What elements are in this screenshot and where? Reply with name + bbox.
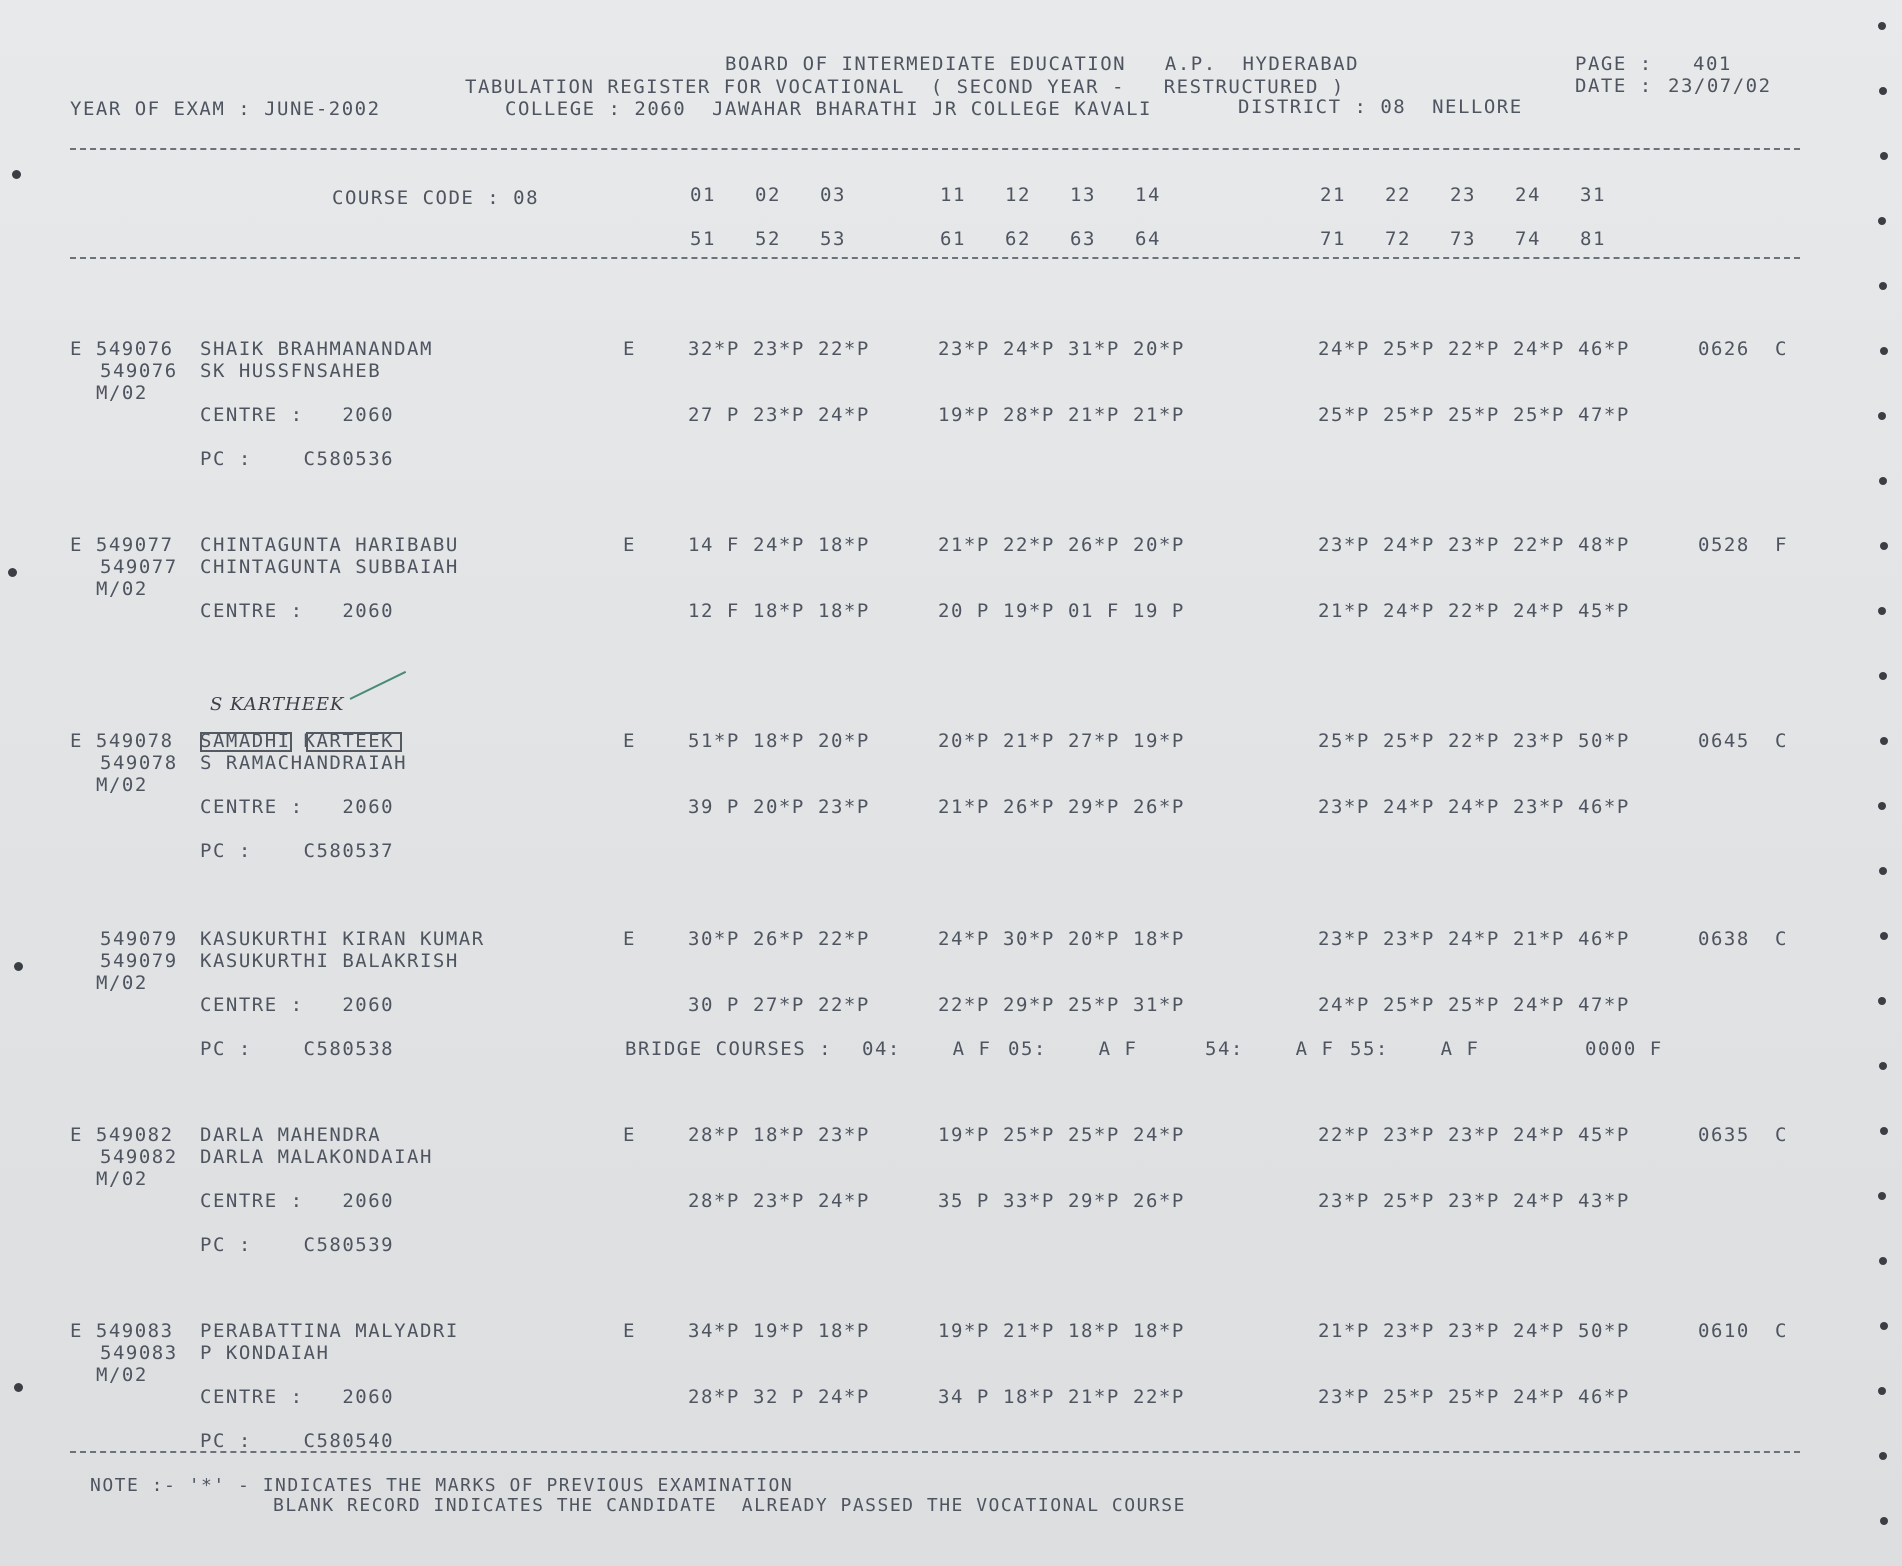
mark-cell: 19 P bbox=[1133, 600, 1185, 622]
mark-cell: 22*P bbox=[938, 994, 990, 1016]
punch-hole bbox=[1878, 607, 1886, 615]
mark-cell: 23*P bbox=[1383, 1320, 1435, 1342]
column-code: 64 bbox=[1135, 228, 1161, 250]
mark-cell: 19*P bbox=[1133, 730, 1185, 752]
column-code: 53 bbox=[820, 228, 846, 250]
mark-cell: 19*P bbox=[938, 404, 990, 426]
registration-number-repeat: 549079 bbox=[100, 950, 178, 972]
total-marks: 0638 bbox=[1698, 928, 1750, 950]
mark-cell: 24*P bbox=[1383, 534, 1435, 556]
medium-flag: E bbox=[623, 1320, 636, 1342]
mark-cell: 21*P bbox=[1068, 404, 1120, 426]
candidate-name: DARLA MAHENDRA bbox=[200, 1124, 382, 1146]
registration-number-repeat: 549077 bbox=[100, 556, 178, 578]
column-divider bbox=[70, 257, 1800, 259]
pc-number: PC : C580536 bbox=[200, 448, 395, 470]
mark-cell: 23*P bbox=[1318, 1190, 1370, 1212]
mark-cell: 29*P bbox=[1068, 796, 1120, 818]
punch-hole bbox=[1879, 87, 1887, 95]
mark-cell: 12 F bbox=[688, 600, 740, 622]
mark-cell: 46*P bbox=[1578, 338, 1630, 360]
total-marks: 0528 bbox=[1698, 534, 1750, 556]
mark-cell: 24*P bbox=[1318, 994, 1370, 1016]
mark-cell: 18*P bbox=[753, 730, 805, 752]
mark-cell: 30*P bbox=[1003, 928, 1055, 950]
mark-cell: 47*P bbox=[1578, 404, 1630, 426]
pc-number: PC : C580540 bbox=[200, 1430, 395, 1452]
note-line-1: NOTE :- '*' - INDICATES THE MARKS OF PREVIOUS EXAMINATION bbox=[90, 1475, 794, 1496]
mark-cell: 27*P bbox=[1068, 730, 1120, 752]
mark-cell: 25*P bbox=[1318, 404, 1370, 426]
column-code: 52 bbox=[755, 228, 781, 250]
mark-cell: 24*P bbox=[1133, 1124, 1185, 1146]
punch-hole bbox=[1880, 152, 1888, 160]
mark-cell: 29*P bbox=[1003, 994, 1055, 1016]
registration-number-repeat: 549078 bbox=[100, 752, 178, 774]
mark-cell: 22*P bbox=[818, 338, 870, 360]
mark-cell: 20*P bbox=[938, 730, 990, 752]
medium-code: M/02 bbox=[96, 382, 148, 404]
registration-number: E 549077 bbox=[70, 534, 174, 556]
column-code: 02 bbox=[755, 184, 781, 206]
total-marks: 0635 bbox=[1698, 1124, 1750, 1146]
medium-code: M/02 bbox=[96, 578, 148, 600]
mark-cell: 19*P bbox=[938, 1124, 990, 1146]
mark-cell: 21*P bbox=[1003, 1320, 1055, 1342]
mark-cell: 26*P bbox=[753, 928, 805, 950]
medium-flag: E bbox=[623, 534, 636, 556]
mark-cell: 33*P bbox=[1003, 1190, 1055, 1212]
punch-hole bbox=[1879, 672, 1887, 680]
punch-hole bbox=[1879, 1257, 1887, 1265]
handwritten-correction: S KARTHEEK bbox=[210, 694, 345, 715]
college-name: COLLEGE : 2060 JAWAHAR BHARATHI JR COLLEGE KAVALI bbox=[505, 98, 1152, 120]
mark-cell: 20*P bbox=[753, 796, 805, 818]
mark-cell: 22*P bbox=[1448, 600, 1500, 622]
pc-number: PC : C580539 bbox=[200, 1234, 395, 1256]
mark-cell: 28*P bbox=[688, 1124, 740, 1146]
pc-number: PC : C580538 bbox=[200, 1038, 395, 1060]
struck-name-box bbox=[200, 732, 292, 752]
registration-number-repeat: 549083 bbox=[100, 1342, 178, 1364]
medium-flag: E bbox=[623, 928, 636, 950]
mark-cell: 19*P bbox=[753, 1320, 805, 1342]
punch-hole bbox=[1880, 542, 1888, 550]
result-code: C bbox=[1775, 338, 1788, 360]
mark-cell: 18*P bbox=[818, 600, 870, 622]
mark-cell: 18*P bbox=[818, 534, 870, 556]
mark-cell: 47*P bbox=[1578, 994, 1630, 1016]
mark-cell: 45*P bbox=[1578, 1124, 1630, 1146]
punch-hole bbox=[1880, 1322, 1888, 1330]
mark-cell: 21*P bbox=[1133, 404, 1185, 426]
mark-cell: 22*P bbox=[1133, 1386, 1185, 1408]
mark-cell: 26*P bbox=[1133, 1190, 1185, 1212]
punch-hole bbox=[14, 1383, 23, 1392]
medium-code: M/02 bbox=[96, 1364, 148, 1386]
mark-cell: 23*P bbox=[1513, 730, 1565, 752]
mark-cell: 24*P bbox=[1448, 928, 1500, 950]
mark-cell: 26*P bbox=[1068, 534, 1120, 556]
register-title: TABULATION REGISTER FOR VOCATIONAL ( SECOND YEAR - RESTRUCTURED ) bbox=[465, 76, 1345, 98]
column-code: 01 bbox=[690, 184, 716, 206]
mark-cell: 25*P bbox=[1383, 1386, 1435, 1408]
mark-cell: 24*P bbox=[1513, 338, 1565, 360]
mark-cell: 24*P bbox=[1003, 338, 1055, 360]
column-code: 73 bbox=[1450, 228, 1476, 250]
result-code: F bbox=[1775, 534, 1788, 556]
column-code: 51 bbox=[690, 228, 716, 250]
mark-cell: 25*P bbox=[1448, 994, 1500, 1016]
mark-cell: 25*P bbox=[1513, 404, 1565, 426]
mark-cell: 26*P bbox=[1003, 796, 1055, 818]
mark-cell: 46*P bbox=[1578, 1386, 1630, 1408]
pc-number: PC : C580537 bbox=[200, 840, 395, 862]
mark-cell: 27*P bbox=[753, 994, 805, 1016]
punch-hole bbox=[1878, 1387, 1886, 1395]
total-marks: 0645 bbox=[1698, 730, 1750, 752]
mark-cell: 24*P bbox=[1513, 1190, 1565, 1212]
mark-cell: 26*P bbox=[1133, 796, 1185, 818]
mark-cell: 24*P bbox=[818, 1386, 870, 1408]
punch-hole bbox=[1878, 997, 1886, 1005]
centre-code: CENTRE : 2060 bbox=[200, 404, 395, 426]
board-title: BOARD OF INTERMEDIATE EDUCATION A.P. HYDERABAD bbox=[725, 53, 1360, 75]
mark-cell: 18*P bbox=[1003, 1386, 1055, 1408]
punch-hole bbox=[14, 962, 23, 971]
mark-cell: 32*P bbox=[688, 338, 740, 360]
mark-cell: 50*P bbox=[1578, 1320, 1630, 1342]
father-name: P KONDAIAH bbox=[200, 1342, 330, 1364]
punch-hole bbox=[1880, 347, 1888, 355]
punch-hole bbox=[1879, 867, 1887, 875]
mark-cell: 21*P bbox=[938, 796, 990, 818]
mark-cell: 29*P bbox=[1068, 1190, 1120, 1212]
mark-cell: 21*P bbox=[1318, 600, 1370, 622]
mark-cell: 23*P bbox=[938, 338, 990, 360]
mark-cell: 35 P bbox=[938, 1190, 990, 1212]
column-code: 24 bbox=[1515, 184, 1541, 206]
mark-cell: 46*P bbox=[1578, 928, 1630, 950]
course-code: COURSE CODE : 08 bbox=[332, 187, 540, 209]
column-code: 62 bbox=[1005, 228, 1031, 250]
mark-cell: 22*P bbox=[1448, 338, 1500, 360]
father-name: KASUKURTHI BALAKRISH bbox=[200, 950, 459, 972]
mark-cell: 28*P bbox=[688, 1190, 740, 1212]
mark-cell: 23*P bbox=[1383, 1124, 1435, 1146]
mark-cell: 21*P bbox=[1003, 730, 1055, 752]
mark-cell: 23*P bbox=[1318, 534, 1370, 556]
mark-cell: 46*P bbox=[1578, 796, 1630, 818]
mark-cell: 31*P bbox=[1068, 338, 1120, 360]
mark-cell: 24*P bbox=[1513, 1386, 1565, 1408]
medium-code: M/02 bbox=[96, 972, 148, 994]
medium-code: M/02 bbox=[96, 774, 148, 796]
centre-code: CENTRE : 2060 bbox=[200, 796, 395, 818]
mark-cell: 34 P bbox=[938, 1386, 990, 1408]
mark-cell: 20*P bbox=[1068, 928, 1120, 950]
registration-number: E 549076 bbox=[70, 338, 174, 360]
mark-cell: 22*P bbox=[1318, 1124, 1370, 1146]
result-code: C bbox=[1775, 730, 1788, 752]
mark-cell: 39 P bbox=[688, 796, 740, 818]
column-code: 31 bbox=[1580, 184, 1606, 206]
father-name: DARLA MALAKONDAIAH bbox=[200, 1146, 433, 1168]
punch-hole bbox=[1880, 932, 1888, 940]
mark-cell: 23*P bbox=[1318, 796, 1370, 818]
centre-code: CENTRE : 2060 bbox=[200, 1190, 395, 1212]
mark-cell: 24*P bbox=[753, 534, 805, 556]
tick-mark bbox=[350, 671, 407, 700]
mark-cell: 24*P bbox=[818, 404, 870, 426]
mark-cell: 24*P bbox=[1448, 796, 1500, 818]
mark-cell: 18*P bbox=[1133, 928, 1185, 950]
footer-divider bbox=[70, 1451, 1800, 1453]
candidate-name: SHAIK BRAHMANANDAM bbox=[200, 338, 433, 360]
mark-cell: 23*P bbox=[818, 1124, 870, 1146]
candidate-name: SAMADHI KARTEEK bbox=[200, 730, 395, 752]
mark-cell: 24*P bbox=[818, 1190, 870, 1212]
mark-cell: 30 P bbox=[688, 994, 740, 1016]
mark-cell: 20*P bbox=[1133, 338, 1185, 360]
district-name: DISTRICT : 08 NELLORE bbox=[1238, 96, 1523, 118]
header-divider bbox=[70, 148, 1800, 150]
punch-hole bbox=[1879, 1062, 1887, 1070]
total-marks: 0610 bbox=[1698, 1320, 1750, 1342]
mark-cell: 28*P bbox=[688, 1386, 740, 1408]
mark-cell: 23*P bbox=[753, 1190, 805, 1212]
date-value: 23/07/02 bbox=[1668, 75, 1772, 97]
mark-cell: 25*P bbox=[1383, 730, 1435, 752]
bridge-course-item: 55: A F bbox=[1350, 1038, 1480, 1060]
page-label: PAGE : bbox=[1575, 53, 1653, 75]
mark-cell: 24*P bbox=[1513, 1124, 1565, 1146]
mark-cell: 25*P bbox=[1383, 994, 1435, 1016]
mark-cell: 28*P bbox=[1003, 404, 1055, 426]
punch-hole bbox=[1879, 1452, 1887, 1460]
centre-code: CENTRE : 2060 bbox=[200, 600, 395, 622]
mark-cell: 25*P bbox=[1383, 338, 1435, 360]
mark-cell: 48*P bbox=[1578, 534, 1630, 556]
column-code: 61 bbox=[940, 228, 966, 250]
candidate-name: PERABATTINA MALYADRI bbox=[200, 1320, 459, 1342]
mark-cell: 20 P bbox=[938, 600, 990, 622]
mark-cell: 45*P bbox=[1578, 600, 1630, 622]
candidate-name: CHINTAGUNTA HARIBABU bbox=[200, 534, 459, 556]
centre-code: CENTRE : 2060 bbox=[200, 994, 395, 1016]
mark-cell: 23*P bbox=[753, 338, 805, 360]
mark-cell: 23*P bbox=[1448, 534, 1500, 556]
page-number: 401 bbox=[1693, 53, 1732, 75]
medium-flag: E bbox=[623, 1124, 636, 1146]
column-code: 74 bbox=[1515, 228, 1541, 250]
mark-cell: 24*P bbox=[1383, 796, 1435, 818]
registration-number: 549079 bbox=[100, 928, 178, 950]
column-code: 63 bbox=[1070, 228, 1096, 250]
mark-cell: 18*P bbox=[753, 600, 805, 622]
mark-cell: 19*P bbox=[1003, 600, 1055, 622]
column-code: 11 bbox=[940, 184, 966, 206]
result-code: C bbox=[1775, 1124, 1788, 1146]
mark-cell: 18*P bbox=[1068, 1320, 1120, 1342]
punch-hole bbox=[1878, 1192, 1886, 1200]
mark-cell: 24*P bbox=[1513, 600, 1565, 622]
bridge-courses-label: BRIDGE COURSES : bbox=[625, 1038, 833, 1060]
result-code: C bbox=[1775, 928, 1788, 950]
mark-cell: 25*P bbox=[1383, 404, 1435, 426]
mark-cell: 25*P bbox=[1318, 730, 1370, 752]
mark-cell: 25*P bbox=[1068, 994, 1120, 1016]
column-code: 71 bbox=[1320, 228, 1346, 250]
mark-cell: 31*P bbox=[1133, 994, 1185, 1016]
column-code: 81 bbox=[1580, 228, 1606, 250]
mark-cell: 30*P bbox=[688, 928, 740, 950]
mark-cell: 14 F bbox=[688, 534, 740, 556]
mark-cell: 22*P bbox=[1448, 730, 1500, 752]
mark-cell: 20*P bbox=[818, 730, 870, 752]
column-code: 23 bbox=[1450, 184, 1476, 206]
mark-cell: 21*P bbox=[1068, 1386, 1120, 1408]
registration-number-repeat: 549076 bbox=[100, 360, 178, 382]
punch-hole bbox=[1880, 1517, 1888, 1525]
punch-hole bbox=[1878, 412, 1886, 420]
centre-code: CENTRE : 2060 bbox=[200, 1386, 395, 1408]
mark-cell: 50*P bbox=[1578, 730, 1630, 752]
registration-number: E 549078 bbox=[70, 730, 174, 752]
mark-cell: 24*P bbox=[1513, 994, 1565, 1016]
mark-cell: 25*P bbox=[1383, 1190, 1435, 1212]
candidate-name: KASUKURTHI KIRAN KUMAR bbox=[200, 928, 485, 950]
mark-cell: 23*P bbox=[1448, 1190, 1500, 1212]
mark-cell: 27 P bbox=[688, 404, 740, 426]
column-code: 22 bbox=[1385, 184, 1411, 206]
mark-cell: 23*P bbox=[1383, 928, 1435, 950]
punch-hole bbox=[1878, 217, 1886, 225]
mark-cell: 18*P bbox=[753, 1124, 805, 1146]
medium-code: M/02 bbox=[96, 1168, 148, 1190]
mark-cell: 01 F bbox=[1068, 600, 1120, 622]
mark-cell: 24*P bbox=[1383, 600, 1435, 622]
bridge-total: 0000 F bbox=[1585, 1038, 1663, 1060]
mark-cell: 20*P bbox=[1133, 534, 1185, 556]
note-line-2: BLANK RECORD INDICATES THE CANDIDATE ALREADY PASSED THE VOCATIONAL COURSE bbox=[273, 1495, 1186, 1516]
mark-cell: 23*P bbox=[1513, 796, 1565, 818]
registration-number: E 549083 bbox=[70, 1320, 174, 1342]
mark-cell: 25*P bbox=[1068, 1124, 1120, 1146]
mark-cell: 23*P bbox=[818, 796, 870, 818]
mark-cell: 24*P bbox=[1318, 338, 1370, 360]
medium-flag: E bbox=[623, 730, 636, 752]
year-of-exam: YEAR OF EXAM : JUNE-2002 bbox=[70, 98, 381, 120]
mark-cell: 21*P bbox=[938, 534, 990, 556]
mark-cell: 23*P bbox=[753, 404, 805, 426]
mark-cell: 24*P bbox=[938, 928, 990, 950]
total-marks: 0626 bbox=[1698, 338, 1750, 360]
mark-cell: 24*P bbox=[1513, 1320, 1565, 1342]
mark-cell: 22*P bbox=[1513, 534, 1565, 556]
date-label: DATE : bbox=[1575, 75, 1653, 97]
mark-cell: 34*P bbox=[688, 1320, 740, 1342]
column-code: 14 bbox=[1135, 184, 1161, 206]
mark-cell: 43*P bbox=[1578, 1190, 1630, 1212]
punch-hole bbox=[1879, 282, 1887, 290]
bridge-course-item: 54: A F bbox=[1205, 1038, 1335, 1060]
mark-cell: 25*P bbox=[1448, 1386, 1500, 1408]
registration-number-repeat: 549082 bbox=[100, 1146, 178, 1168]
mark-cell: 22*P bbox=[1003, 534, 1055, 556]
mark-cell: 51*P bbox=[688, 730, 740, 752]
mark-cell: 22*P bbox=[818, 994, 870, 1016]
mark-cell: 22*P bbox=[818, 928, 870, 950]
column-code: 13 bbox=[1070, 184, 1096, 206]
registration-number: E 549082 bbox=[70, 1124, 174, 1146]
mark-cell: 21*P bbox=[1318, 1320, 1370, 1342]
mark-cell: 32 P bbox=[753, 1386, 805, 1408]
column-code: 12 bbox=[1005, 184, 1031, 206]
mark-cell: 23*P bbox=[1318, 928, 1370, 950]
mark-cell: 18*P bbox=[1133, 1320, 1185, 1342]
punch-hole bbox=[1878, 802, 1886, 810]
medium-flag: E bbox=[623, 338, 636, 360]
mark-cell: 23*P bbox=[1318, 1386, 1370, 1408]
bridge-course-item: 04: A F bbox=[862, 1038, 992, 1060]
punch-hole bbox=[12, 170, 21, 179]
struck-name-box bbox=[306, 732, 402, 752]
father-name: SK HUSSFNSAHEB bbox=[200, 360, 382, 382]
mark-cell: 21*P bbox=[1513, 928, 1565, 950]
column-code: 03 bbox=[820, 184, 846, 206]
column-code: 72 bbox=[1385, 228, 1411, 250]
father-name: CHINTAGUNTA SUBBAIAH bbox=[200, 556, 459, 578]
punch-hole bbox=[1878, 22, 1886, 30]
mark-cell: 23*P bbox=[1448, 1320, 1500, 1342]
result-code: C bbox=[1775, 1320, 1788, 1342]
bridge-course-item: 05: A F bbox=[1008, 1038, 1138, 1060]
mark-cell: 23*P bbox=[1448, 1124, 1500, 1146]
punch-hole bbox=[1879, 477, 1887, 485]
mark-cell: 18*P bbox=[818, 1320, 870, 1342]
father-name: S RAMACHANDRAIAH bbox=[200, 752, 408, 774]
punch-hole bbox=[8, 568, 17, 577]
punch-hole bbox=[1880, 737, 1888, 745]
mark-cell: 19*P bbox=[938, 1320, 990, 1342]
mark-cell: 25*P bbox=[1003, 1124, 1055, 1146]
column-code: 21 bbox=[1320, 184, 1346, 206]
punch-hole bbox=[1880, 1127, 1888, 1135]
mark-cell: 25*P bbox=[1448, 404, 1500, 426]
